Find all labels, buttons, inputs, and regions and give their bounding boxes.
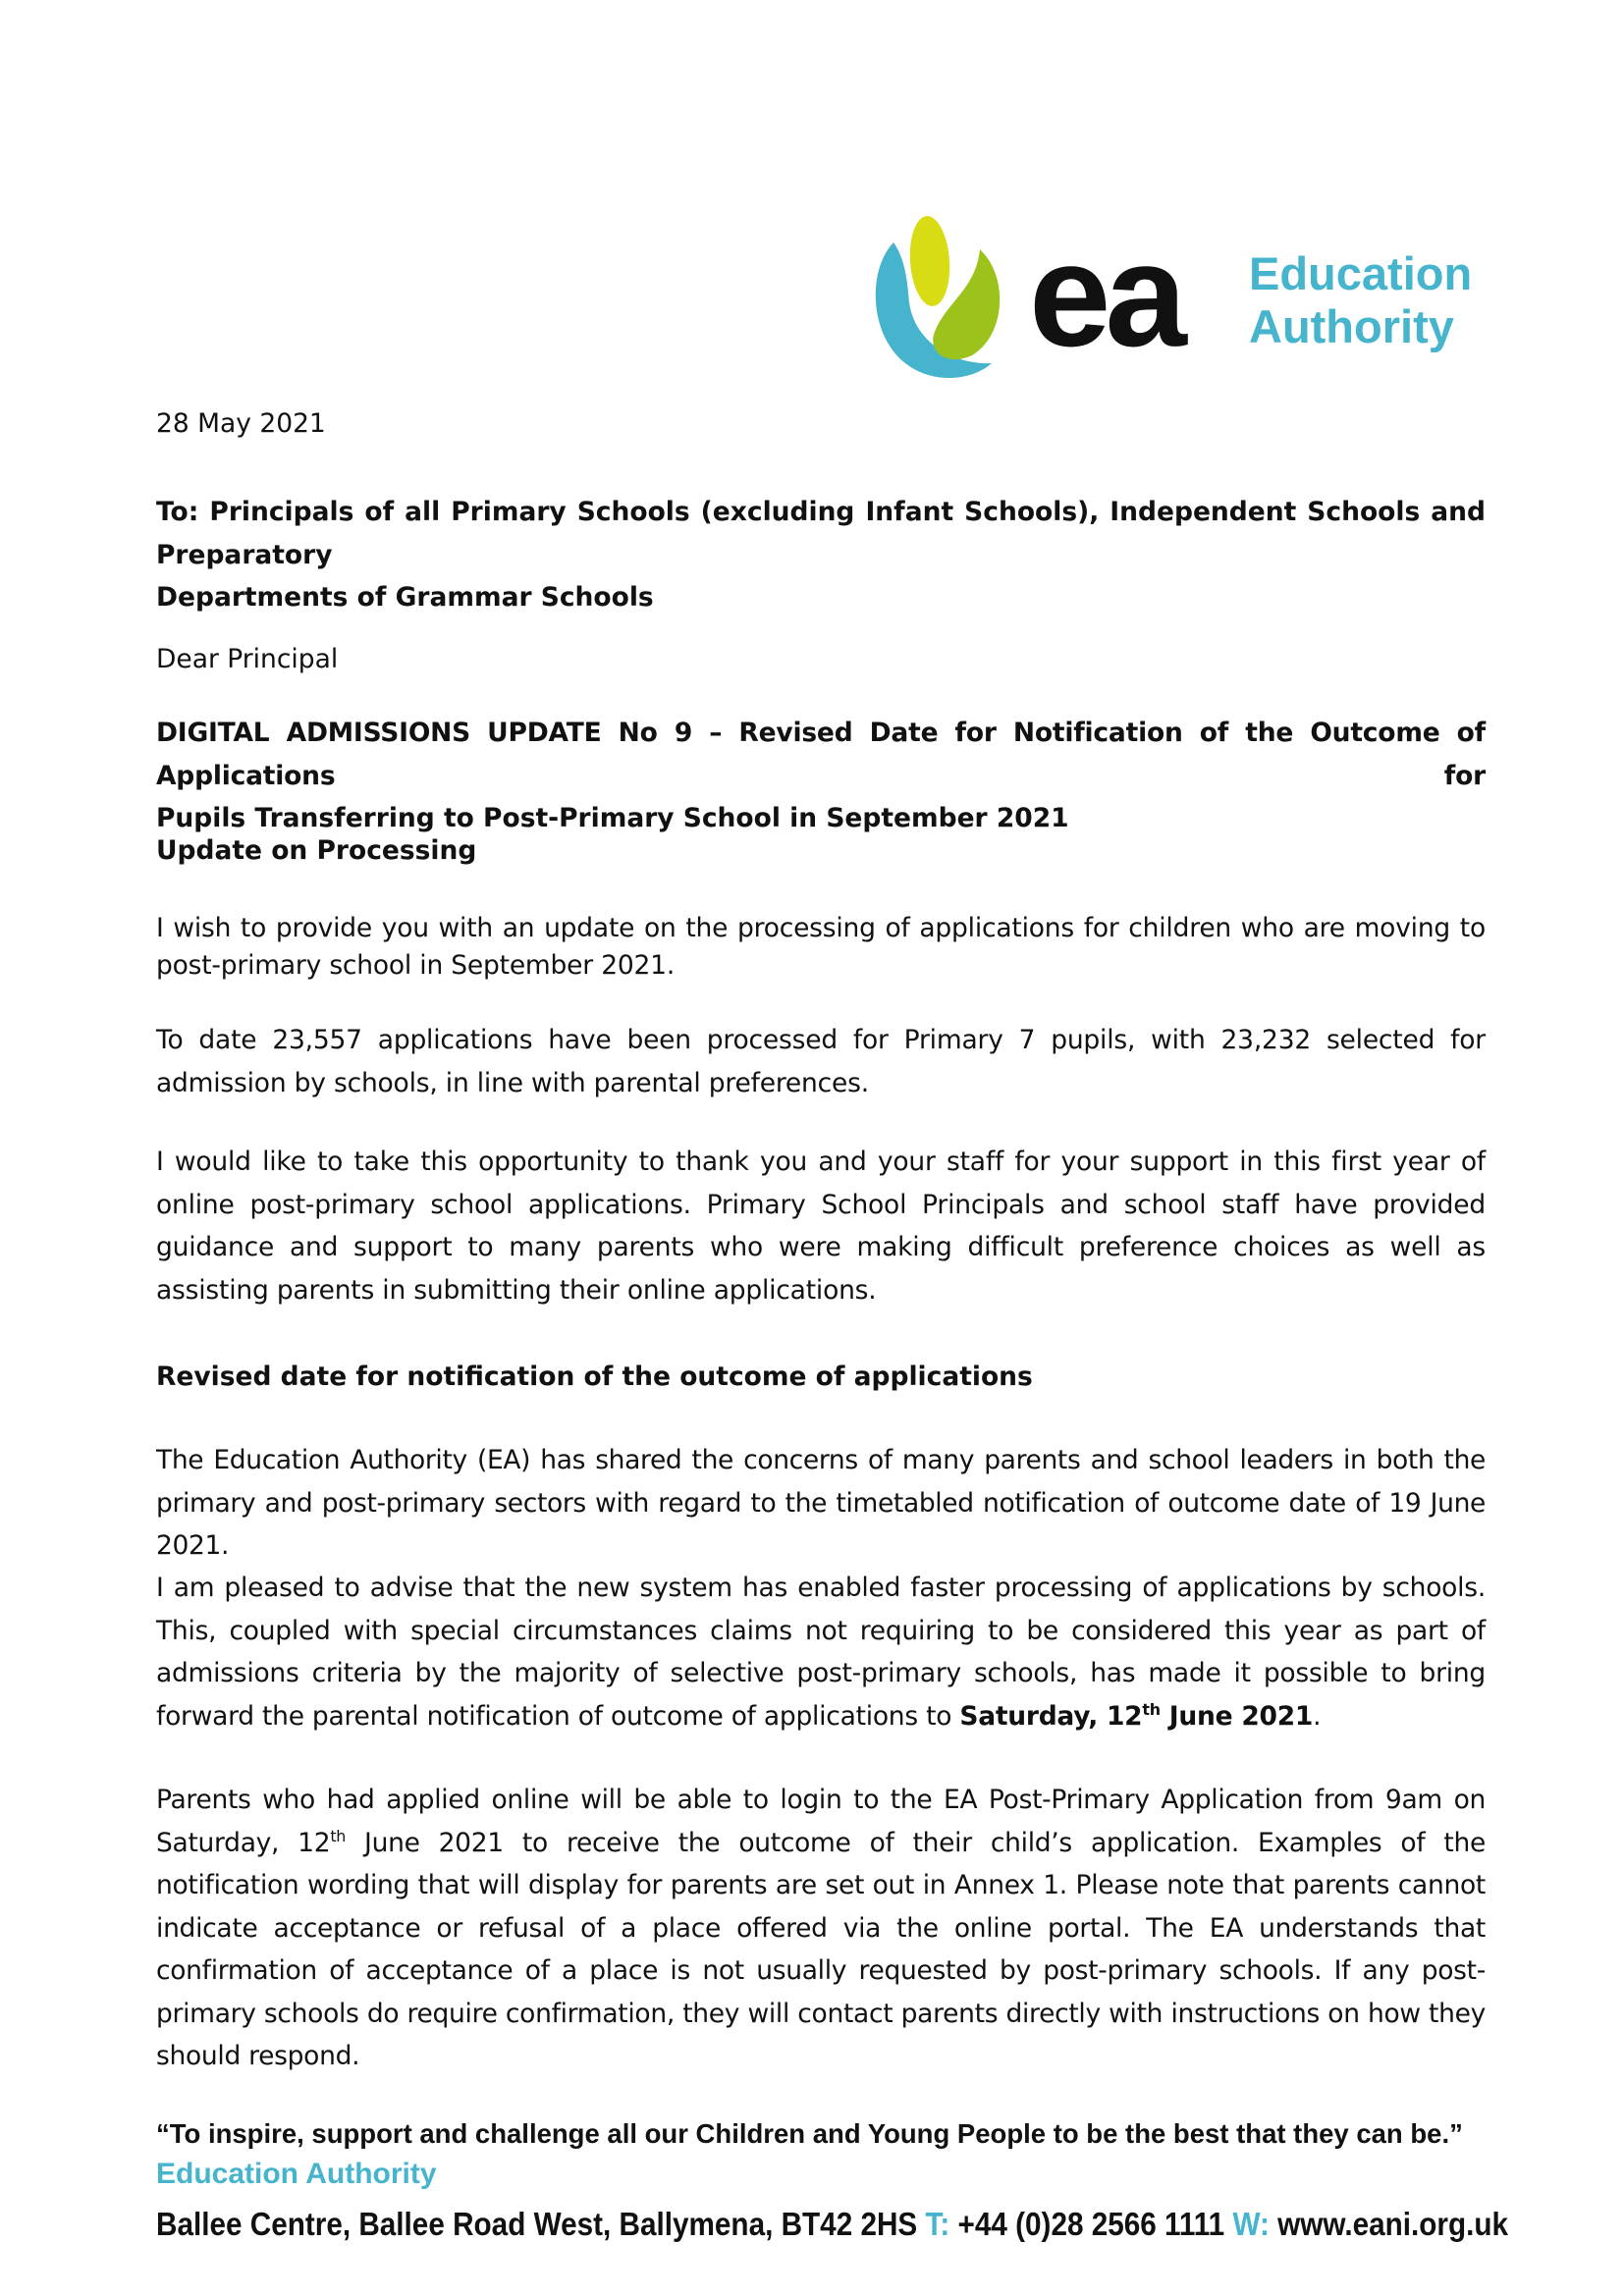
new-date-suffix: th	[1142, 1699, 1161, 1719]
paragraph-thanks: I would like to take this opportunity to thank you and your staff for your support in this first year of online post-primary school applications. Primary School Principals and school staff have provided guidance and support to many parents who were making difficult preference choices as well as assisting parents in submitting their online applications.	[156, 1147, 1486, 1306]
subject-line1: DIGITAL ADMISSIONS UPDATE No 9 – Revised Date for Notification of the Outcome of Applications for	[156, 718, 1486, 791]
heading-revised-date: Revised date for notification of the outcome of applications	[156, 1362, 1033, 1392]
letter-recipients	[156, 491, 1486, 619]
paragraph-new-date	[156, 1567, 1486, 1737]
new-date-b: June 2021	[1160, 1700, 1314, 1732]
letter-subject	[156, 712, 1486, 840]
logo-yellow-leaf	[907, 215, 952, 308]
heading-update-on-processing: Update on Processing	[156, 835, 477, 866]
footer-phone: +44 (0)28 2566 1111	[957, 2206, 1225, 2242]
logo-name-line1: Education	[1249, 247, 1473, 299]
paragraph-login-info	[156, 1779, 1486, 2078]
footer-phone-label: T:	[925, 2206, 950, 2242]
recipients-line1: To: Principals of all Primary Schools (excluding Infant Schools), Independent Schools and Preparatory	[156, 497, 1486, 570]
letter-salutation: Dear Principal	[156, 644, 339, 674]
logo-name	[1249, 247, 1472, 353]
paragraph-applications-count: To date 23,557 applications have been processed for Primary 7 pupils, with 23,232 selected for admission by schools, in line with parental preferences.	[156, 1025, 1486, 1098]
footer-quote: “To inspire, support and challenge all our Children and Young People to be the best that they can be.”	[156, 2118, 1463, 2149]
logo-mark-text: ea	[1029, 212, 1181, 377]
subject-line2: Pupils Transferring to Post-Primary School in September 2021	[156, 803, 1069, 833]
footer-web-label: W:	[1232, 2206, 1270, 2242]
footer-contact	[156, 2206, 1508, 2243]
new-date-highlight	[959, 1701, 1313, 1732]
footer-web: www.eani.org.uk	[1277, 2206, 1509, 2242]
new-date-text: I am pleased to advise that the new system has enabled faster processing of applications by schools. This, coupled with special circumstances claims not requiring to be considered this year as part of admissions criteria by the majority of selective post-primary schools, has made it possible to bring forward the parental notification of outcome of applications to	[156, 1573, 1486, 1732]
paragraph-intro: I wish to provide you with an update on the processing of applications for children who are moving to post-primary school in September 2021.	[156, 913, 1486, 981]
paragraph-concerns: The Education Authority (EA) has shared the concerns of many parents and school leaders in both the primary and post-primary sectors with regard to the timetabled notification of outcome date of 19 June 2021.	[156, 1445, 1486, 1561]
recipients-line2: Departments of Grammar Schools	[156, 582, 654, 613]
footer-address: Ballee Centre, Ballee Road West, Ballymena, BT42 2HS	[156, 2206, 918, 2242]
login-info-suffix: th	[330, 1826, 347, 1845]
login-info-b: June 2021 to receive the outcome of their child’s application. Examples of the notification wording that will display for parents are set out in Annex 1. Please note that parents cannot indicate acceptance or refusal of a place offered via the online portal. The EA understands that confirmation of acceptance of a place is not usually requested by post-primary schools. If any post-primary schools do require confirmation, they will contact parents directly with instructions on how they should respond.	[156, 1827, 1486, 2071]
new-date-end: .	[1313, 1700, 1322, 1732]
new-date-a: Saturday, 12	[959, 1700, 1143, 1732]
letter-date: 28 May 2021	[156, 408, 326, 439]
footer-org-name: Education Authority	[156, 2158, 437, 2190]
login-info-a: Parents who had applied online will be able to login to the EA Post-Primary Application from 9am on Saturday, 12	[156, 1785, 1486, 1858]
logo-name-line2: Authority	[1249, 300, 1454, 352]
